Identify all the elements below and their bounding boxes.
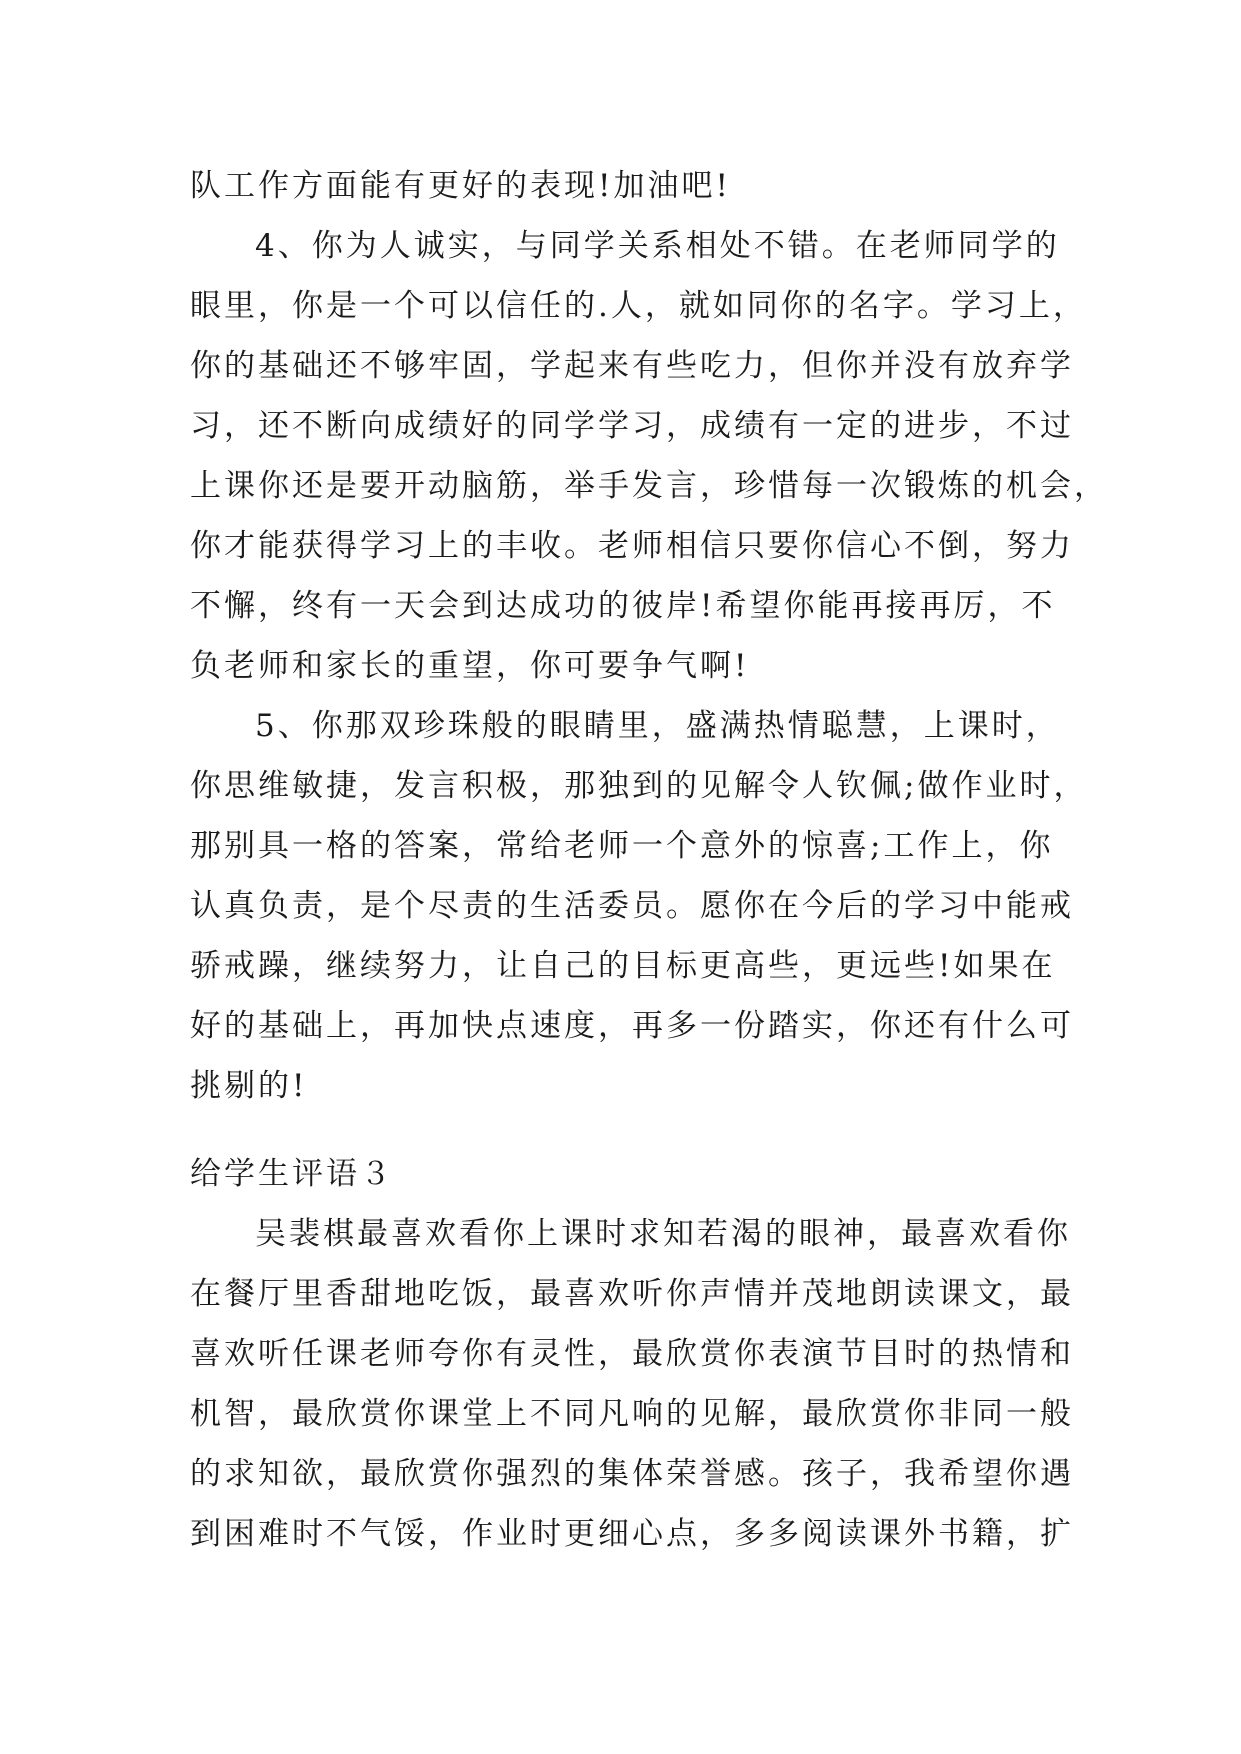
text-line: 骄戒躁，继续努力，让自己的目标更高些，更远些!如果在 [190, 948, 1056, 984]
text-line: 眼里，你是一个可以信任的.人，就如同你的名字。学习上， [190, 288, 1087, 324]
text-line: 负老师和家长的重望，你可要争气啊! [190, 648, 750, 684]
text-line: 在餐厅里香甜地吃饭，最喜欢听你声情并茂地朗读课文，最 [190, 1276, 1074, 1312]
text-line: 认真负责，是个尽责的生活委员。愿你在今后的学习中能戒 [190, 888, 1074, 924]
text-line: 到困难时不气馁，作业时更细心点，多多阅读课外书籍，扩 [190, 1516, 1074, 1552]
text-line: 机智，最欣赏你课堂上不同凡响的见解，最欣赏你非同一般 [190, 1396, 1074, 1432]
text-line: 喜欢听任课老师夸你有灵性，最欣赏你表演节目时的热情和 [190, 1336, 1074, 1372]
text-line: 那别具一格的答案，常给老师一个意外的惊喜;工作上，你 [190, 828, 1054, 864]
text-line: 吴裴棋最喜欢看你上课时求知若渴的眼神，最喜欢看你 [255, 1216, 1071, 1252]
text-line: 你的基础还不够牢固，学起来有些吃力，但你并没有放弃学 [190, 348, 1074, 384]
text-line: 4、你为人诚实，与同学关系相处不错。在老师同学的 [255, 228, 1060, 264]
text-line: 队工作方面能有更好的表现!加油吧! [190, 168, 731, 204]
section-heading: 给学生评语３ [190, 1156, 394, 1192]
text-line: 上课你还是要开动脑筋，举手发言，珍惜每一次锻炼的机会， [190, 468, 1108, 504]
text-line: 挑剔的! [190, 1068, 308, 1104]
text-line: 不懈，终有一天会到达成功的彼岸!希望你能再接再厉，不 [190, 588, 1056, 624]
text-line: 你才能获得学习上的丰收。老师相信只要你信心不倒，努力 [190, 528, 1074, 564]
text-line: 5、你那双珍珠般的眼睛里，盛满热情聪慧，上课时， [255, 708, 1060, 744]
text-line: 习，还不断向成绩好的同学学习，成绩有一定的进步，不过 [190, 408, 1074, 444]
text-line: 的求知欲，最欣赏你强烈的集体荣誉感。孩子，我希望你遇 [190, 1456, 1074, 1492]
text-line: 你思维敏捷，发言积极，那独到的见解令人钦佩;做作业时， [190, 768, 1088, 804]
text-line: 好的基础上，再加快点速度，再多一份踏实，你还有什么可 [190, 1008, 1074, 1044]
